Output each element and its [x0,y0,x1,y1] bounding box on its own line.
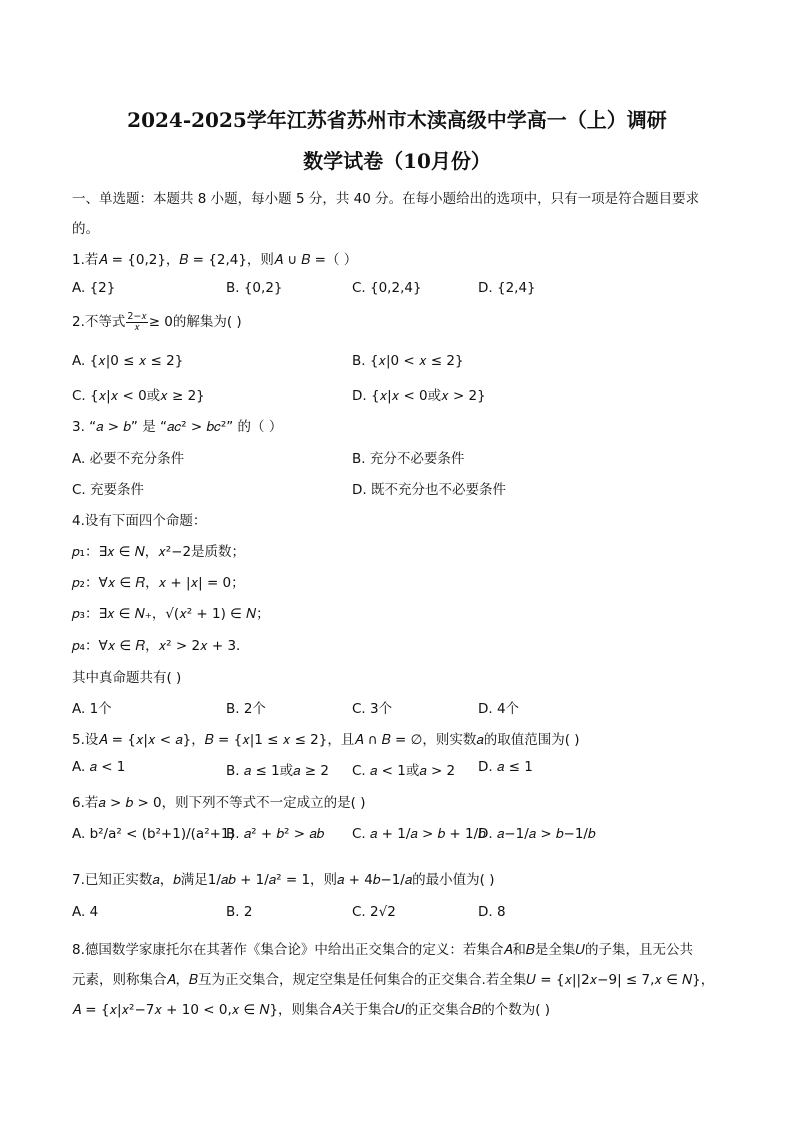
fraction-denominator: 𝑥 [134,321,140,333]
section-instructions-cont: 的。 [72,221,99,237]
question-2-stem-post: ≥ 0的解集为( ) [148,314,242,330]
question-6-stem: 6.若𝑎 > 𝑏 > 0，则下列不等式不一定成立的是( ) [72,795,366,811]
question-4-proposition-3: 𝑝₃：∃𝑥 ∈ 𝑁₊，√(𝑥² + 1) ∈ 𝑁； [72,606,270,622]
question-7-stem: 7.已知正实数𝑎，𝑏满足1/𝑎𝑏 + 1/𝑎² = 1，则𝑎 + 4𝑏−1/𝑎的最小值为( ) [72,872,495,888]
question-8-stem-line2: 元素，则称集合𝐴，𝐵互为正交集合，规定空集是任何集合的正交集合.若全集𝑈 = {𝑥||2𝑥−9| ≤ 7,𝑥 ∈ 𝑁}， [72,972,715,988]
exam-subtitle: 数学试卷（10月份） [303,149,491,173]
question-4-option-d: D. 4个 [478,701,520,717]
question-2-fraction [126,312,147,333]
question-1-option-a: A. {2} [72,280,116,296]
question-2-option-b: B. {𝑥|0 < 𝑥 ≤ 2} [352,353,464,369]
question-6-option-a: A. b²/a² < (b²+1)/(a²+1) [72,826,235,842]
fraction-numerator: 2−𝑥 [127,310,147,322]
question-4-proposition-2: 𝑝₂：∀𝑥 ∈ 𝑅，𝑥 + |𝑥| = 0； [72,575,245,591]
question-4-option-a: A. 1个 [72,701,112,717]
question-4-stem: 4.设有下面四个命题： [72,513,207,529]
question-6-option-b: B. 𝑎² + 𝑏² > 𝑎𝑏 [226,826,325,842]
question-4-option-b: B. 2个 [226,701,266,717]
question-1-stem: 1.若𝐴 = {0,2}，𝐵 = {2,4}，则𝐴 ∪ 𝐵 =（ ） [72,252,358,268]
exam-title: 2024-2025学年江苏省苏州市木渎高级中学高一（上）调研 [127,108,667,132]
question-3-option-c: C. 充要条件 [72,482,145,498]
question-4-option-c: C. 3个 [352,701,393,717]
question-8-stem-line1: 8.德国数学家康托尔在其著作《集合论》中给出正交集合的定义：若集合𝐴和𝐵是全集𝑈的子集，且无公共 [72,942,694,958]
question-3-stem: 3. “𝑎 > 𝑏” 是 “𝑎𝑐² > 𝑏𝑐²” 的（ ） [72,419,283,435]
question-5-option-a: A. 𝑎 < 1 [72,759,126,775]
question-2-stem [72,310,242,332]
question-1-option-b: B. {0,2} [226,280,283,296]
question-7-option-d: D. 8 [478,904,506,920]
question-1-option-d: D. {2,4} [478,280,536,296]
question-3-option-a: A. 必要不充分条件 [72,451,185,467]
question-2-stem-pre: 2.不等式 [72,314,126,330]
question-2-option-d: D. {𝑥|𝑥 < 0或𝑥 > 2} [352,388,486,404]
section-instructions: 一、单选题：本题共 8 小题，每小题 5 分，共 40 分。在每小题给出的选项中，只有一项是符合题目要求 [72,191,700,207]
question-7-option-b: B. 2 [226,904,253,920]
question-5-stem: 5.设𝐴 = {𝑥|𝑥 < 𝑎}，𝐵 = {𝑥|1 ≤ 𝑥 ≤ 2}，且𝐴 ∩ 𝐵 = ∅，则实数𝑎的取值范围为( ) [72,732,580,748]
question-5-option-d: D. 𝑎 ≤ 1 [478,759,533,775]
question-7-option-c: C. 2√2 [352,904,396,920]
question-4-proposition-4: 𝑝₄：∀𝑥 ∈ 𝑅，𝑥² > 2𝑥 + 3． [72,638,250,654]
question-3-option-b: B. 充分不必要条件 [352,451,465,467]
question-1-option-c: C. {0,2,4} [352,280,422,296]
question-4-proposition-1: 𝑝₁：∃𝑥 ∈ 𝑁，𝑥²−2是质数； [72,544,246,560]
question-2-option-a: A. {𝑥|0 ≤ 𝑥 ≤ 2} [72,353,184,369]
question-5-option-b: B. 𝑎 ≤ 1或𝑎 ≥ 2 [226,763,329,779]
question-5-option-c: C. 𝑎 < 1或𝑎 > 2 [352,763,456,779]
question-6-option-d: D. 𝑎−1/𝑎 > 𝑏−1/𝑏 [478,826,596,842]
question-4-after: 其中真命题共有( ) [72,670,182,686]
question-3-option-d: D. 既不充分也不必要条件 [352,482,506,498]
question-8-stem-line3: 𝐴 = {𝑥|𝑥²−7𝑥 + 10 < 0,𝑥 ∈ 𝑁}，则集合𝐴关于集合𝑈的正交集合𝐵的个数为( ) [72,1002,551,1018]
question-2-option-c: C. {𝑥|𝑥 < 0或𝑥 ≥ 2} [72,388,205,404]
question-6-option-c: C. 𝑎 + 1/𝑎 > 𝑏 + 1/𝑏 [352,826,486,842]
question-7-option-a: A. 4 [72,904,99,920]
